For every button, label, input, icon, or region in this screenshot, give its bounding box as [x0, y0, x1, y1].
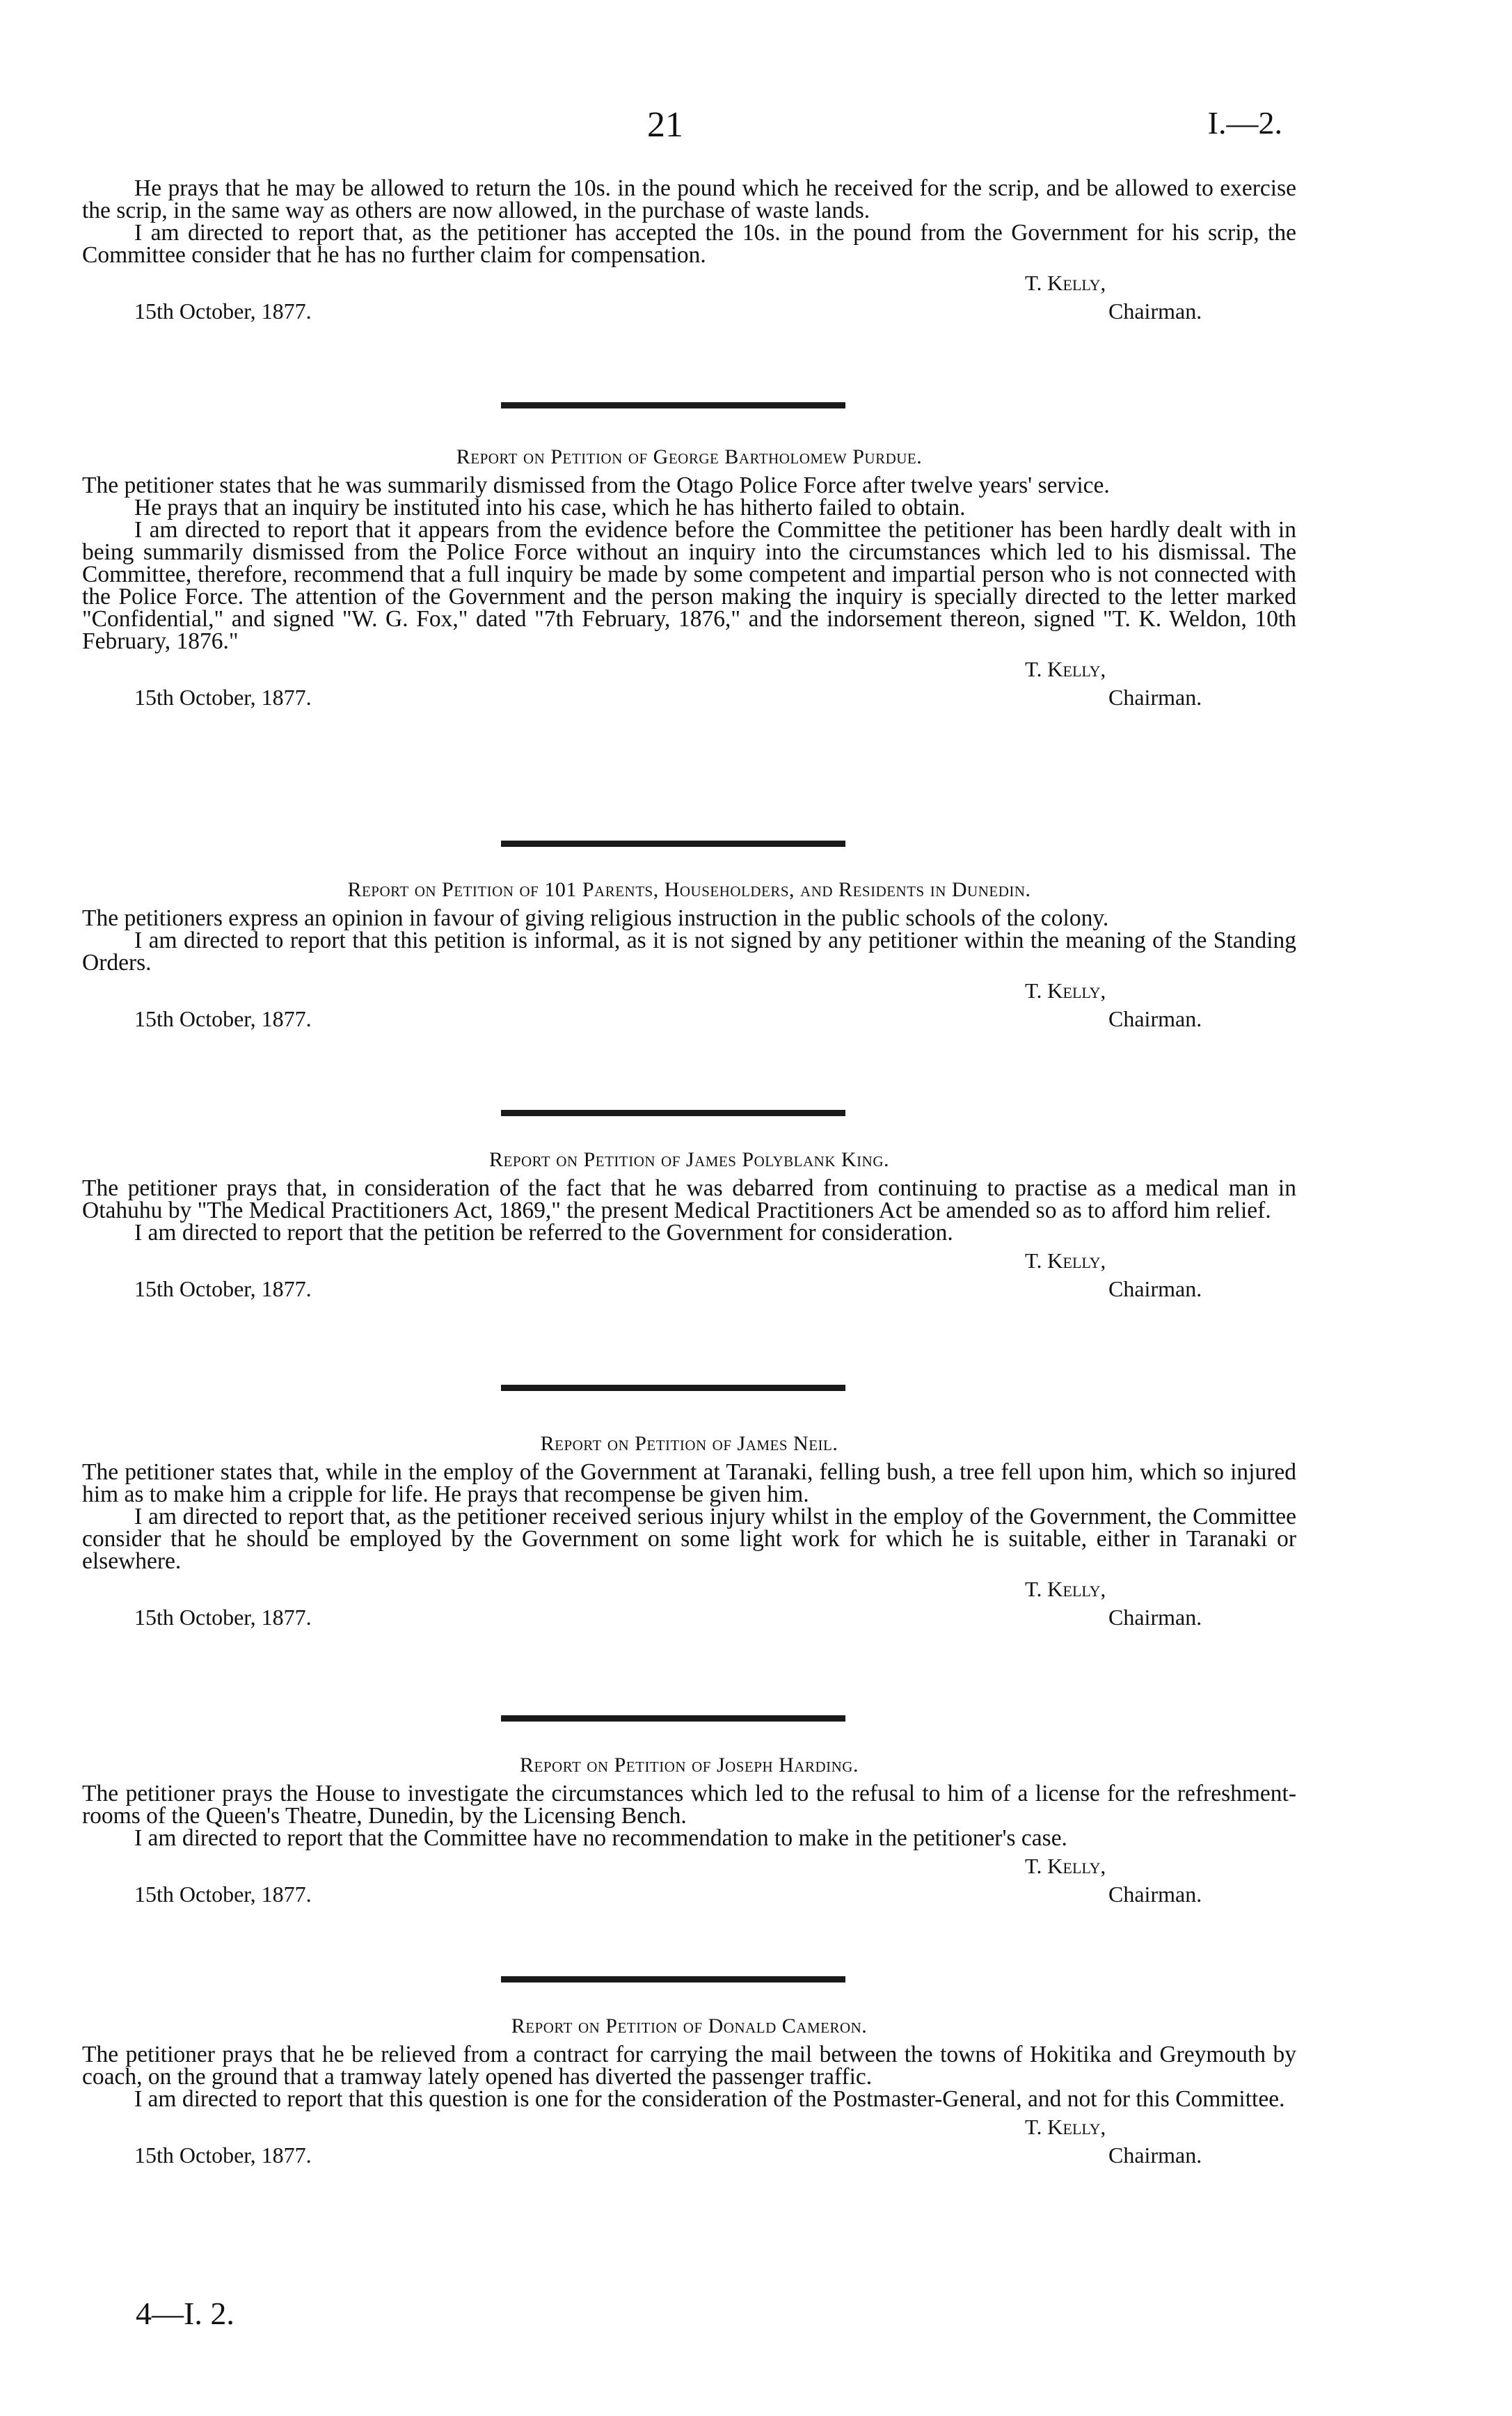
report-title-subject: George Bartholomew Purdue.	[653, 445, 923, 468]
report-purdue	[82, 445, 1296, 713]
section-divider	[501, 1715, 845, 1722]
signer-name: T. Kelly,	[1025, 2115, 1106, 2139]
signer-role: Chairman.	[1108, 685, 1202, 710]
signature-block	[82, 1577, 1296, 1632]
paragraph: I am directed to report that this petition is informal, as it is not signed by any petitioner within the meaning of the Standing Orders.	[82, 928, 1296, 976]
report-title-prefix: Report on Petition of	[540, 1432, 732, 1455]
signer-role: Chairman.	[1108, 1605, 1202, 1630]
paragraph: The petitioner prays the House to investigate the circumstances which led to the refusal to him of a license for the refreshment-rooms of the Queen's Theatre, Dunedin, by the Licensing Bench.	[82, 1781, 1296, 1829]
report-title-prefix: Report on Petition of	[347, 878, 539, 901]
page-header	[0, 104, 1512, 160]
signer-role: Chairman.	[1108, 1276, 1202, 1301]
report-title-prefix: Report on Petition of	[488, 1148, 681, 1171]
report-neil	[82, 1432, 1296, 1632]
report-date: 15th October, 1877.	[134, 1276, 312, 1301]
paragraph: I am directed to report that it appears from the evidence before the Committee the petitioner has been hardly dealt with in being summarily dismissed from the Police Force without an inquiry into the circumstances which led to his dismissal. The Committee, therefore, recommend that a full inquiry be made by some competent and impartial person who is not connected with the Police Force. The attention of the Government and the person making the inquiry is specially directed to the letter marked "Confidential," and signed "W. G. Fox," dated "7th February, 1876," and the indorsement thereon, signed "T. K. Weldon, 10th February, 1876."	[82, 517, 1296, 654]
report-title-subject: Donald Cameron.	[708, 2014, 868, 2037]
report-title-subject: 101 Parents, Householders, and Residents in Dunedin.	[544, 878, 1031, 901]
paragraph: I am directed to report that the Committee have no recommendation to make in the petitioner's case.	[134, 1825, 1067, 1851]
report-date: 15th October, 1877.	[134, 1882, 312, 1907]
signer-role: Chairman.	[1108, 299, 1202, 324]
report-title	[82, 1148, 1296, 1172]
signer-name: T. Kelly,	[1025, 657, 1106, 681]
report-title-prefix: Report on Petition of	[456, 445, 648, 468]
signature-block	[82, 271, 1296, 326]
report-title-prefix: Report on Petition of	[511, 2014, 703, 2037]
report-title	[82, 1432, 1296, 1456]
report-title-subject: James Neil.	[737, 1432, 838, 1455]
report-date: 15th October, 1877.	[134, 2143, 312, 2168]
paragraph: I am directed to report that the petition be referred to the Government for consideration.	[134, 1220, 953, 1246]
signature-block	[82, 1854, 1296, 1909]
report-cameron	[82, 2014, 1296, 2170]
paragraph: The petitioner prays that, in consideration of the fact that he was debarred from continuing to practise as a medical man in Otahuhu by "The Medical Practitioners Act, 1869," the present Medical Practitioners Act be amended so as to afford him relief.	[82, 1175, 1296, 1223]
report-title	[82, 1754, 1296, 1777]
signer-name: T. Kelly,	[1025, 1854, 1106, 1878]
section-divider	[501, 1976, 845, 1982]
section-divider	[501, 1110, 845, 1116]
section-divider	[501, 1385, 845, 1391]
paragraph: The petitioner states that, while in the employ of the Government at Taranaki, felling bush, a tree fell upon him, which so injured him as to make him a cripple for life. He prays that recompense be given him.	[82, 1459, 1296, 1507]
report-date: 15th October, 1877.	[134, 1605, 312, 1630]
report-date: 15th October, 1877.	[134, 299, 312, 324]
paragraph: The petitioner states that he was summarily dismissed from the Otago Police Force after twelve years' service.	[82, 472, 1110, 498]
paragraph: I am directed to report that, as the petitioner received serious injury whilst in the employ of the Government, the Committee consider that he should be employed by the Government on some light work for which he is suitable, either in Taranaki or elsewhere.	[82, 1504, 1296, 1574]
report-date: 15th October, 1877.	[134, 685, 312, 710]
paragraph: I am directed to report that, as the petitioner has accepted the 10s. in the pound from the Government for his scrip, the Committee consider that he has no further claim for compensation.	[82, 220, 1296, 268]
signature-block	[82, 657, 1296, 713]
report-title	[82, 878, 1296, 902]
section-divider	[501, 402, 845, 408]
report-parents	[82, 878, 1296, 1034]
report-date: 15th October, 1877.	[134, 1006, 312, 1031]
report-title-prefix: Report on Petition of	[520, 1754, 711, 1777]
signer-role: Chairman.	[1108, 1882, 1202, 1907]
signer-name: T. Kelly,	[1025, 271, 1106, 295]
report-continuation	[82, 177, 1296, 326]
report-title	[82, 445, 1296, 469]
paragraph: He prays that an inquiry be instituted into his case, which he has hitherto failed to obtain.	[134, 495, 966, 520]
paragraph: He prays that he may be allowed to return the 10s. in the pound which he received for the scrip, and be allowed to exercise the scrip, in the same way as others are now allowed, in the purchase of waste lands.	[82, 175, 1296, 223]
paragraph: The petitioner prays that he be relieved from a contract for carrying the mail between the towns of Hokitika and Greymouth by coach, on the ground that a tramway lately opened has diverted the passenger traffic.	[82, 2042, 1296, 2090]
signature-block	[82, 2115, 1296, 2170]
signature-mark: 4—I. 2.	[136, 2296, 234, 2331]
signer-name: T. Kelly,	[1025, 1577, 1106, 1601]
paragraph: I am directed to report that this question is one for the consideration of the Postmaster-General, and not for this Committee.	[134, 2086, 1285, 2112]
report-title-subject: James Polyblank King.	[685, 1148, 889, 1171]
signer-name: T. Kelly,	[1025, 978, 1106, 1003]
report-harding	[82, 1754, 1296, 1909]
report-king	[82, 1148, 1296, 1304]
report-title	[82, 2014, 1296, 2038]
signature-block	[82, 1248, 1296, 1304]
signer-name: T. Kelly,	[1025, 1248, 1106, 1273]
page-number: 21	[647, 105, 683, 145]
paragraph: The petitioners express an opinion in favour of giving religious instruction in the public schools of the colony.	[82, 905, 1109, 931]
signer-role: Chairman.	[1108, 2143, 1202, 2168]
signature-block	[82, 978, 1296, 1034]
section-divider	[501, 841, 845, 847]
paper-reference: I.—2.	[1207, 105, 1282, 141]
report-title-subject: Joseph Harding.	[716, 1754, 859, 1777]
signer-role: Chairman.	[1108, 1006, 1202, 1031]
